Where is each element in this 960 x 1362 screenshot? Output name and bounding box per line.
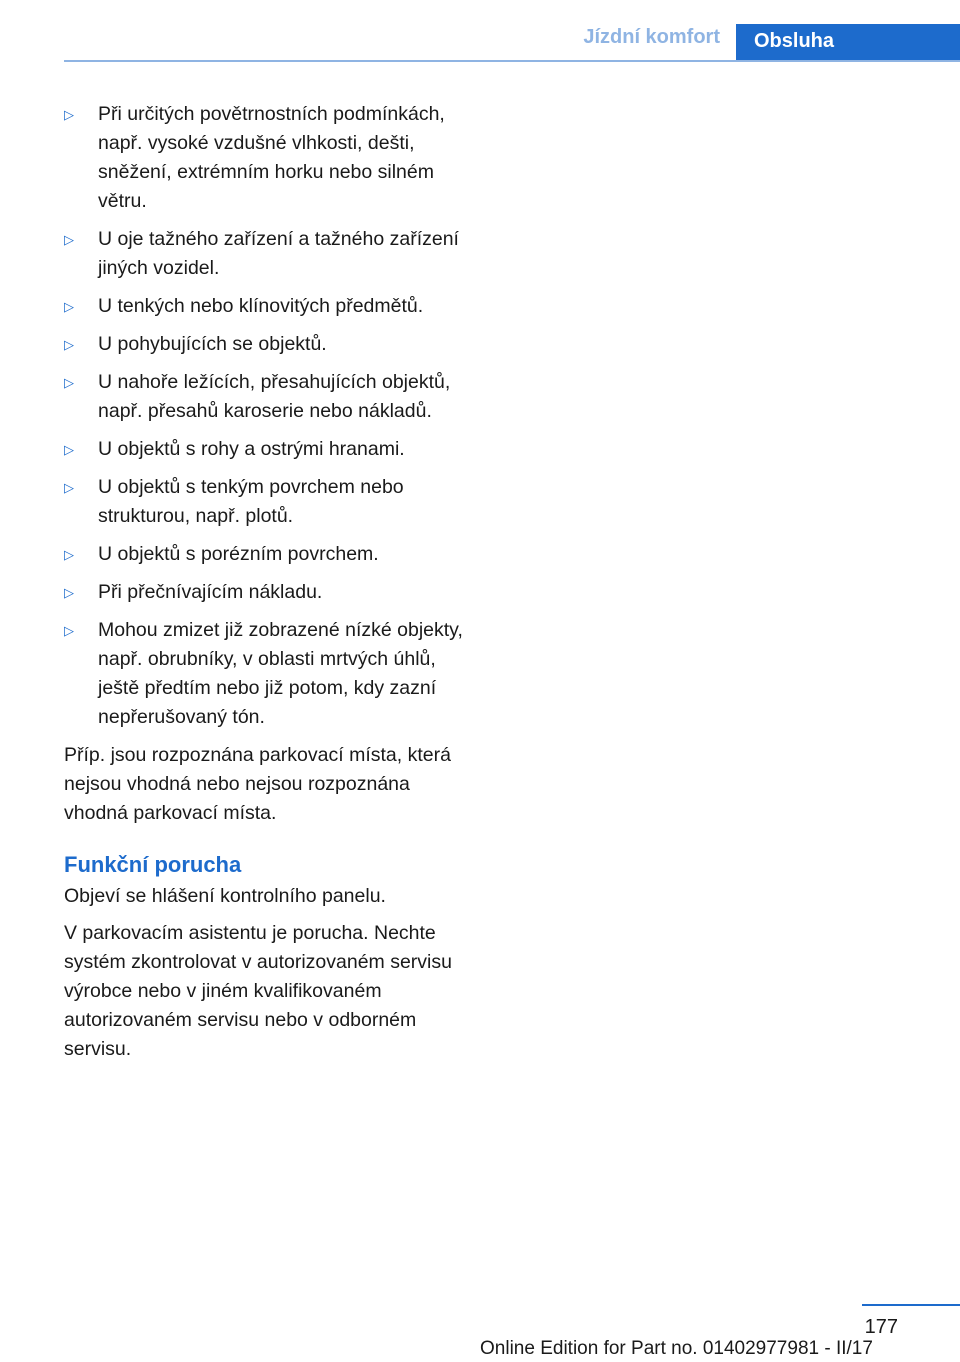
page-content [64,100,478,1072]
triangle-bullet-icon: ▷ [64,375,74,390]
triangle-bullet-icon: ▷ [64,299,74,314]
list-item [64,100,478,216]
page-header [0,0,960,62]
list-item-text: Při určitých povětrnostních podmínkách, např. vysoké vzdušné vlhkosti, dešti, sněžení, extrémním horku nebo silném větru. [98,103,445,212]
triangle-bullet-icon: ▷ [64,232,74,247]
triangle-bullet-icon: ▷ [64,442,74,457]
list-item [64,292,478,321]
edition-note: Online Edition for Part no. 01402977981 - II/17 [480,1338,873,1359]
list-item-text: U objektů s tenkým povrchem nebo strukturou, např. plotů. [98,476,404,527]
list-item-text: U pohybujících se objektů. [98,333,327,355]
triangle-bullet-icon: ▷ [64,623,74,638]
limitations-list [64,100,478,732]
list-item [64,368,478,426]
list-item [64,578,478,607]
list-item [64,225,478,283]
list-item-text: U objektů s porézním povrchem. [98,543,379,565]
section-title: Jízdní komfort [583,26,720,48]
list-item [64,473,478,531]
chapter-tab: Obsluha [736,24,960,62]
malfunction-paragraph: Objeví se hlášení kontrolního panelu. [64,885,386,907]
list-item-text: U objektů s rohy a ostrými hranami. [98,438,405,460]
triangle-bullet-icon: ▷ [64,547,74,562]
list-item-text: U nahoře ležících, přesahujících objektů, např. přesahů karoserie nebo nákladů. [98,371,451,422]
triangle-bullet-icon: ▷ [64,585,74,600]
footer-divider [862,1304,960,1306]
header-divider [64,60,960,62]
list-item-text: Při přečnívajícím nákladu. [98,581,323,603]
parking-note: Příp. jsou rozpoznána parkovací místa, která nejsou vhodná nebo nejsou rozpoznána vhodná parkovací místa. [64,744,451,824]
list-item-text: U oje tažného zařízení a tažného zařízení jiných vozidel. [98,228,459,279]
list-item [64,540,478,569]
triangle-bullet-icon: ▷ [64,107,74,122]
triangle-bullet-icon: ▷ [64,337,74,352]
triangle-bullet-icon: ▷ [64,480,74,495]
malfunction-heading: Funkční porucha [64,852,242,877]
list-item [64,616,478,732]
list-item-text: Mohou zmizet již zobrazené nízké objekty, např. obrubníky, v oblasti mrtvých úhlů, ještě předtím nebo již potom, kdy zazní nepřerušovaný tón. [98,619,463,728]
list-item [64,330,478,359]
malfunction-paragraph: V parkovacím asistentu je porucha. Nechte systém zkontrolovat v autorizovaném servisu výrobce nebo v jiném kvalifikovaném autorizovaném servisu nebo v odborném servisu. [64,922,452,1060]
page-number: 177 [864,1316,898,1338]
list-item [64,435,478,464]
list-item-text: U tenkých nebo klínovitých předmětů. [98,295,424,317]
